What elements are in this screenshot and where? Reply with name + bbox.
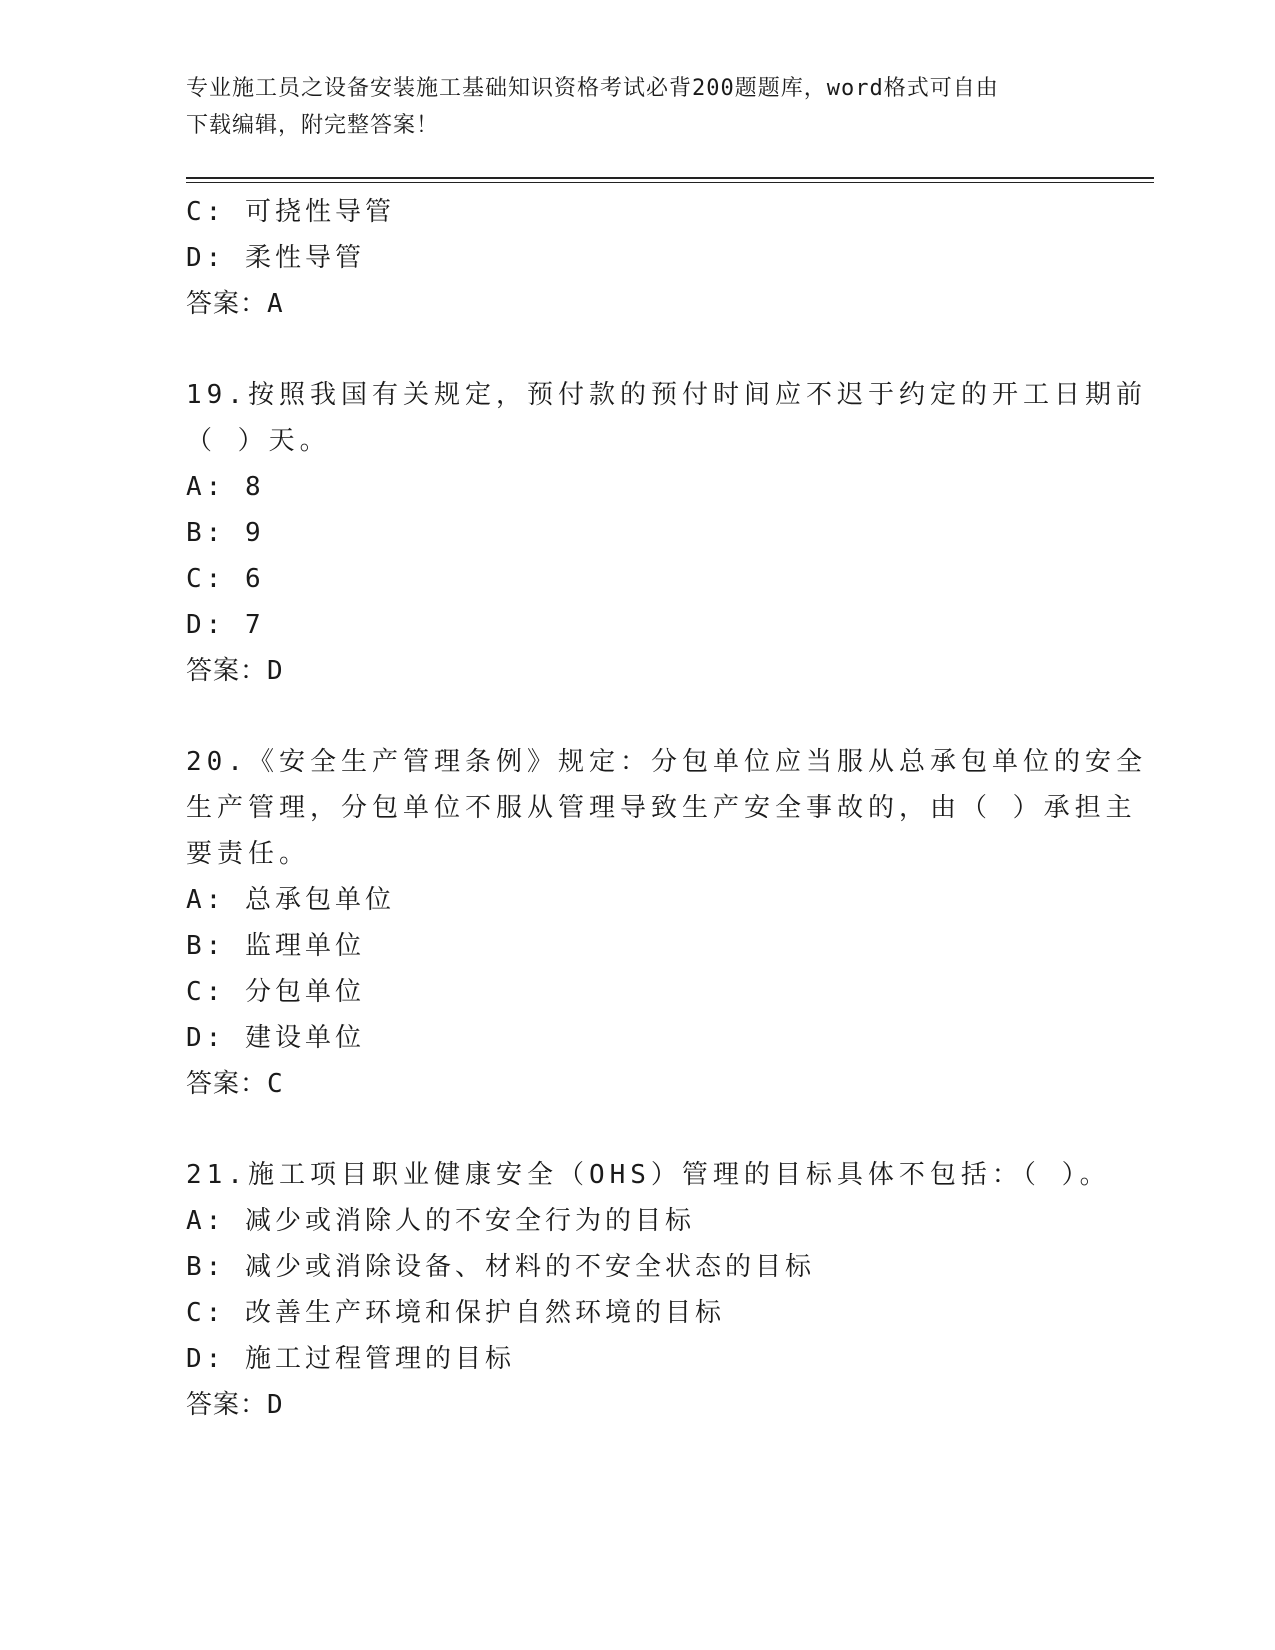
header-divider-thin (186, 182, 1154, 183)
option-b: B: 监理单位 (186, 931, 365, 961)
option-a: A: 总承包单位 (186, 885, 395, 915)
answer: 答案：D (186, 1390, 284, 1420)
option-c: C: 改善生产环境和保护自然环境的目标 (186, 1298, 725, 1328)
answer: 答案：A (186, 289, 284, 319)
question-text-line: 生产管理，分包单位不服从管理导致生产安全事故的，由（ ）承担主 (186, 793, 1137, 823)
answer: 答案：C (186, 1069, 284, 1099)
option-c: C: 分包单位 (186, 977, 365, 1007)
header-line-1: 专业施工员之设备安装施工基础知识资格考试必背200题题库，word格式可自由 (186, 76, 999, 101)
question-text-line: （ ）天。 (186, 426, 331, 456)
option-b: B: 减少或消除设备、材料的不安全状态的目标 (186, 1252, 815, 1282)
question-text-line: 21.施工项目职业健康安全（OHS）管理的目标具体不包括：（ ）。 (186, 1160, 1111, 1190)
option-b: B: 9 (186, 518, 265, 548)
option-a: A: 减少或消除人的不安全行为的目标 (186, 1206, 695, 1236)
question-list (186, 189, 1147, 1428)
question-21 (186, 1152, 1111, 1428)
question-19 (186, 372, 1147, 694)
option-a: A: 8 (186, 472, 265, 502)
option-d: D: 柔性导管 (186, 243, 365, 273)
answer: 答案：D (186, 656, 284, 686)
question-text (186, 1152, 1111, 1198)
question-text-line: 要责任。 (186, 839, 311, 869)
document-header (186, 70, 1086, 144)
option-d: D: 建设单位 (186, 1023, 365, 1053)
question-text (186, 372, 1147, 464)
question-20 (186, 739, 1147, 1107)
option-d: D: 施工过程管理的目标 (186, 1344, 515, 1374)
option-c: C: 6 (186, 564, 265, 594)
question-text (186, 739, 1147, 877)
header-line-2: 下载编辑，附完整答案！ (186, 113, 440, 138)
question-18-continued (186, 189, 1086, 327)
question-text-line: 20.《安全生产管理条例》规定：分包单位应当服从总承包单位的安全 (186, 747, 1147, 777)
question-text-line: 19.按照我国有关规定，预付款的预付时间应不迟于约定的开工日期前 (186, 380, 1147, 410)
option-c: C: 可挠性导管 (186, 197, 395, 227)
header-divider-thick (186, 177, 1154, 179)
option-d: D: 7 (186, 610, 265, 640)
